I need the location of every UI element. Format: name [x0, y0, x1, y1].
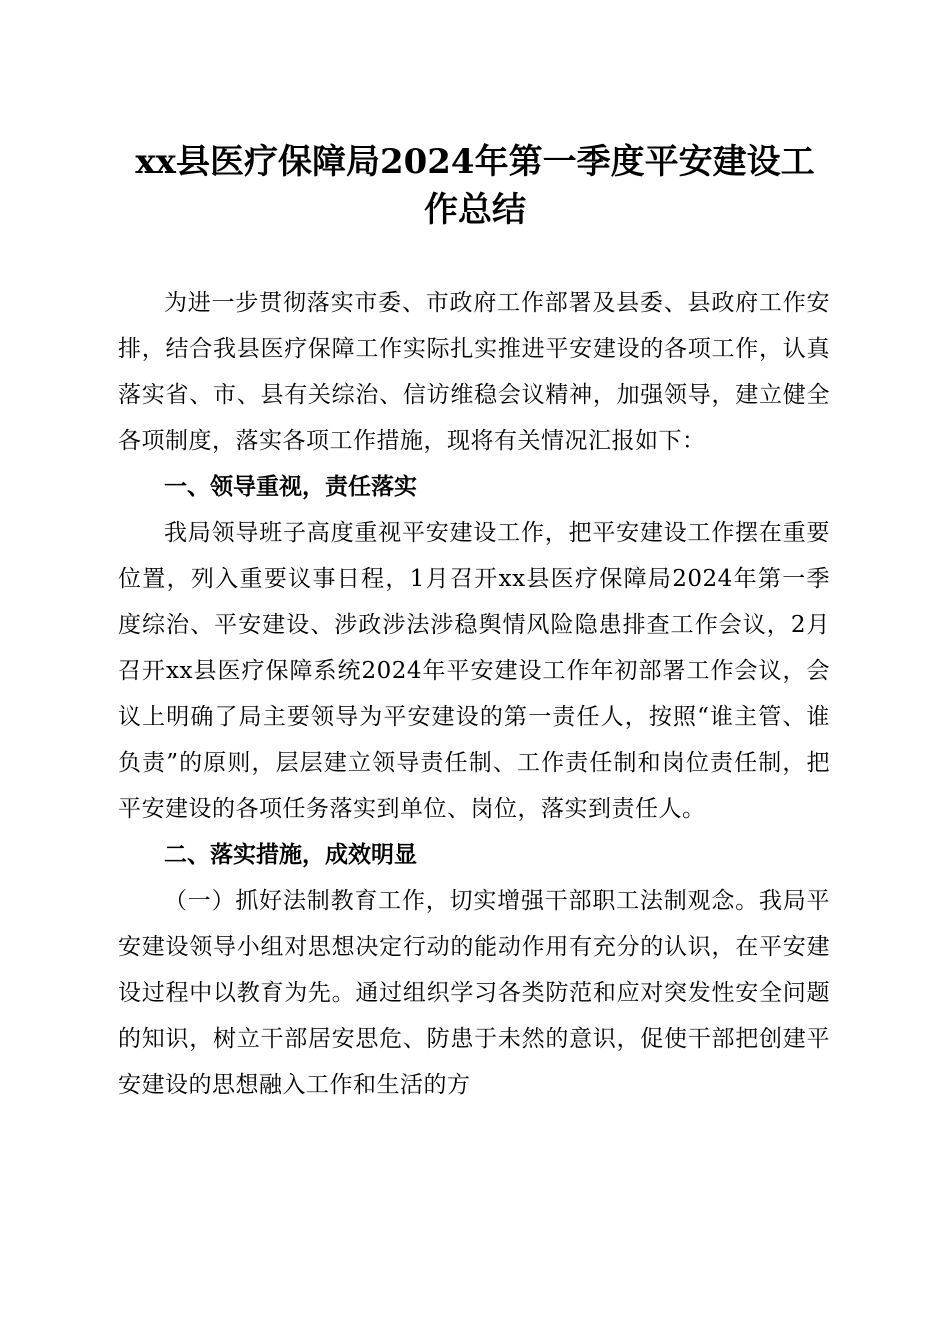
title-line-1: xx县医疗保障局2024年第一季度平安建设工: [135, 142, 815, 182]
intro-paragraph: 为进一步贯彻落实市委、市政府工作部署及县委、县政府工作安排，结合我县医疗保障工作实际扎实推进平安建设的各项工作，认真落实省、市、县有关综治、信访维稳会议精神，加强领导，建立健全各项制度，落实各项工作措施，现将有关情况汇报如下：: [118, 290, 830, 454]
section-1-paragraph: 我局领导班子高度重视平安建设工作，把平安建设工作摆在重要位置，列入重要议事日程，1月召开xx县医疗保障局2024年第一季度综治、平安建设、涉政涉法涉稳舆情风险隐患排查工作会议，2月召开xx县医疗保障系统2024年平安建设工作年初部署工作会议，会议上明确了局主要领导为平安建设的第一责任人，按照“谁主管、谁负责”的原则，层层建立领导责任制、工作责任制和岗位责任制，把平安建设的各项任务落实到单位、岗位，落实到责任人。: [118, 520, 830, 822]
document-title: [100, 138, 850, 234]
document-body: [118, 280, 830, 1108]
section-1-heading: 一、领导重视，责任落实: [164, 474, 417, 500]
section-2-paragraph: （一）抓好法制教育工作，切实增强干部职工法制观念。我局平安建设领导小组对思想决定行动的能动作用有充分的认识，在平安建设过程中以教育为先。通过组织学习各类防范和应对突发性安全问题的知识，树立干部居安思危、防患于未然的意识，促使干部把创建平安建设的思想融入工作和生活的方: [118, 888, 830, 1098]
title-line-2: 作总结: [424, 190, 526, 230]
section-2-heading: 二、落实措施，成效明显: [164, 842, 417, 868]
